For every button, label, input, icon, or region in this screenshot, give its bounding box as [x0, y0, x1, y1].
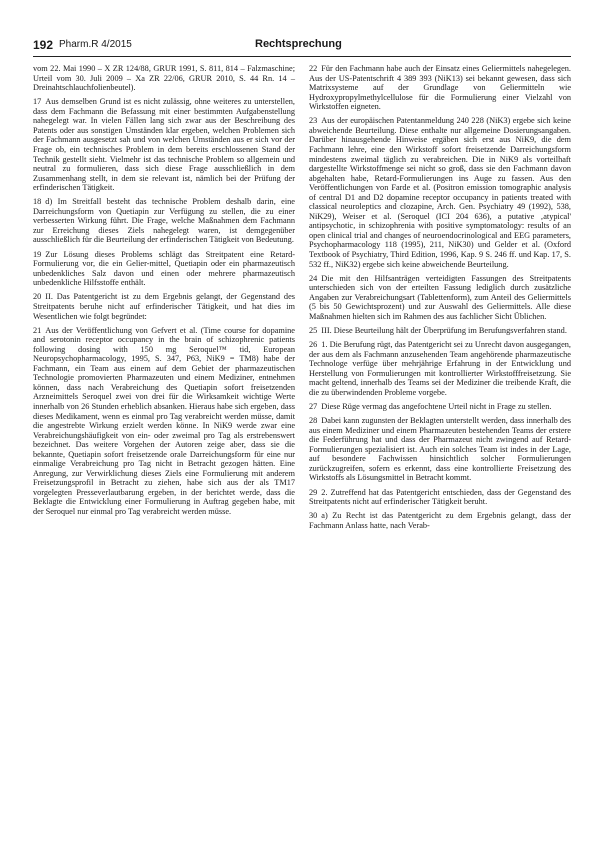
paragraph-number: 23 — [309, 116, 318, 126]
journal-name: Pharm.R 4/2015 — [59, 39, 132, 50]
paragraph — [33, 326, 295, 517]
paragraph — [309, 116, 571, 269]
paragraph-text: Dabei kann zugunsten der Beklagten unterstellt werden, dass innerhalb des aus einem Mediziner und einem Pharmazeuten bestehenden Teams der erstere die Federführung hat und dass der Pharmazeut nicht zwingend auf Retard-Formulierungen spezialisiert ist. Auch ein solches Team ist indes in der Lage, auf besondere Fachwissen hinsichtlich solcher Formulierungen zurückzugreifen, sofern es erkennt, dass eine kontrollierte Freisetzung des Wirkstoffs als Lösungsmittel in Betracht kommt. — [309, 416, 571, 483]
paragraph — [33, 292, 295, 321]
paragraph-text: 2. Zutreffend hat das Patentgericht entschieden, dass der Gegenstand des Streitpatents nicht auf erfinderischer Tätigkeit beruht. — [309, 487, 571, 507]
page-header — [33, 36, 571, 57]
right-column — [309, 64, 571, 535]
paragraph-number: 22 — [309, 64, 318, 73]
paragraph-number: 28 — [309, 416, 318, 426]
paragraph — [33, 250, 295, 288]
paragraph — [309, 402, 571, 412]
section-title: Rechtsprechung — [255, 38, 342, 50]
paragraph-text: a) Zu Recht ist das Patentgericht zu dem Ergebnis gelangt, dass der Fachmann Anlass hatte, nach Verab- — [309, 511, 571, 530]
paragraph-number: 24 — [309, 273, 318, 283]
paragraph-number: 30 — [309, 511, 318, 521]
paragraph-text: III. Diese Beurteilung hält der Überprüfung im Berufungsverfahren stand. — [321, 326, 567, 335]
paragraph-number: 20 — [33, 292, 42, 302]
paragraph-number: 27 — [309, 402, 318, 412]
paragraph — [309, 416, 571, 483]
paragraph-text: Aus der Veröffentlichung von Gefvert et al. (Time course for dopamine and serotonin receptor occupancy in the brain of schizophrenic patients following dosing with 150 mg Seroquel™ tid, European Neuropsychopharmacology, 1995, S. 347, P63, NiK9 = TM8) habe der Fachmann, ein Team aus einem auf dem Gebiet der pharmazeutischen Technologie promovierten Pharmazeuten und einem Mediziner, entnehmen können, dass nach Verabreichung des Quetiapin sofort freisetzenden Arzneimittels Seroquel zwei von drei für die Wirksamkeit wichtige Werte innerhalb von 26 Stunden erheblich absanken. Hieraus habe sich ergeben, dass dieses Medikament, wenn es einmal pro Tag verabreicht werden müsse, damit die angestrebte Wirkung erzielt werden könne. In NiK9 werde zwar eine Verabreichungshäufigkeit von ein- oder zweimal pro Tag als erstrebenswert bezeichnet. Das weitere Vorgehen der Autoren zeige aber, dass sie die bekannte, Quetiapin sofort freisetzende orale Darreichungsform für eine nur einmalige Verabreichung pro Tag nicht in Betracht gezogen hätten. Eine Anregung, zur Verwirklichung dieses Ziels eine Formulierung mit anderem Freisetzungsprofil in Betracht zu ziehen, habe sich aus der als TM17 vorgelegten Presseverlautbarung ergeben, in der berichtet werde, dass die Beklagte die Entwicklung einer Formulierung in Auftrag gegeben habe, mit der Seroquel nur einmal pro Tag verabreicht werden müsse. — [33, 325, 295, 517]
paragraph-number: 25 — [309, 326, 318, 335]
paragraph — [309, 511, 571, 530]
paragraph — [309, 340, 571, 397]
paragraph-text: Diese Rüge vermag das angefochtene Urteil nicht in Frage zu stellen. — [321, 402, 552, 412]
paragraph-text: Aus der europäischen Patentanmeldung 240 228 (NiK3) ergebe sich keine abweichende Beurteilung. Diese enthalte nur allgemeine Dosierungsangaben. Darüber hinausgehende Hinweise ergäben sich erst aus NiK9, die dem Fachmann lehre, eine den Wirkstoff sofort freisetzende Darreichungsform mindestens zweimal täglich zu verabreichen. Die in NiK9 als vorteilhaft dargestellte Wirkstoffmenge sei nicht so groß, dass sie den Fachmann davon abgehalten habe, Retard-Formulierungen ins Auge zu fassen. Aus den Veröffentlichungen von Farde et al. (Positron emission tomographic analysis of central D1 and D2 dopamine receptor occupancy in patients treated with classical neuroleptics and clozapine, Arch. Gen. Psychiatry 49 (1992), 538, NiK29), Weiser et al. (Seroquel (ICI 204 636), a putative ‚atypical' antipsychotic, in schizophrenia with positive symptomatology: results of an open clinical trial and changes of neuroendocrinological and EEG parameters, Psychopharmacology 118 (1995), 211, NiK30) und Gelder et al. (Oxford Textbook of Psychiatry, Third Edition, 1996, Kap. 9 S. 246 ff. und Kap. 17, S. 532 ff., NiK32) ergebe sich keine abweichende Beurteilung. — [309, 116, 571, 269]
paragraph — [33, 197, 295, 245]
paragraph-text: Aus demselben Grund ist es nicht zulässig, ohne weiteres zu unterstellen, dass dem Fachmann die Befassung mit einer bestimmten Aufgabenstellung nahegelegt war. In vielen Fällen lang sich zwar aus der Beschreibung des Patents oder aus sonstigen Umständen klar ergeben, welchen Problemen sich der Fachmann ausgesetzt sah und von welchen Umständen aus er sich vor der Frage ob, ein technisches Problem in dem bereits erschlossenen Stand der Technik gestellt sieht. Vielmehr ist das technische Problem so allgemein und neutral zu formulieren, dass sich diese Frage ausschließlich in dem Zusammenhang stellt, in dem sie relevant ist, nämlich bei der Prüfung der erfinderischen Tätigkeit. — [33, 97, 295, 193]
paragraph-number: 29 — [309, 487, 318, 497]
paragraph-text: Für den Fachmann habe auch der Einsatz eines Geliermittels nahegelegen. Aus der US-Patentschrift 4 389 393 (NiK13) sei bekannt gewesen, dass sich Matrixsysteme auf der Grundlage von Geliermitteln wie Hydroxypropylmethylcellulose für die Formulierung einer Vielzahl von Wirkstoffen eigneten. — [309, 64, 571, 112]
paragraph-text: Die mit den Hilfsanträgen verteidigten Fassungen des Streitpatents unterschieden sich von der erteilten Fassung lediglich durch zusätzliche Angaben zur Verabreichungsart (Tablettenform), zum Anteil des Geliermittels (5 bis 50 Gewichtsprozent) und zur Auswahl des Geliermittels. Alle diese Maßnahmen hielten sich im Rahmen des aus fachlicher Sicht Üblichen. — [309, 273, 571, 321]
paragraph-text: d) Im Streitfall besteht das technische Problem deshalb darin, eine Darreichungsform von Quetiapin zur Verfügung zu stellen, die zu einer verbesserten Wirkung führt. Die Frage, welche Maßnahmen dem Fachmann zur Erreichung dieses Ziels nahegelegt waren, ist demgegenüber ausschließlich für die Beurteilung der erfinderischen Tätigkeit von Bedeutung. — [33, 197, 295, 245]
paragraph — [309, 326, 571, 336]
paragraph-text: 1. Die Berufung rügt, das Patentgericht sei zu Unrecht davon ausgegangen, der aus dem als Fachmann anzusehenden Team angehörende pharmazeutische Technologe verfüge über mehrjährige Erfahrung in der Entwicklung und Herstellung von Formulierungen mit kontrollierter Wirkstofffreisetzung. Sie macht geltend, innerhalb des Teams sei der Mediziner die treibende Kraft, die die zu überwindenden Probleme vorgebe. — [309, 340, 571, 397]
paragraph-number: 18 — [33, 197, 42, 207]
paragraph — [309, 274, 571, 322]
paragraph — [33, 64, 295, 93]
paragraph — [309, 64, 571, 112]
paragraph-number: 17 — [33, 97, 42, 107]
paragraph-number: 19 — [33, 249, 42, 259]
paragraph-number: 21 — [33, 325, 42, 335]
page-number: 192 — [33, 38, 54, 52]
paragraph-number: 26 — [309, 340, 318, 350]
paragraph-text: vom 22. Mai 1990 – X ZR 124/88, GRUR 1991, S. 811, 814 – Falzmaschine; Urteil vom 30. Juli 2009 – Xa ZR 22/06, GRUR 2010, S. 44 Rn. 14 – Dreinahtschlauchfolienbeutel). — [33, 64, 295, 93]
paragraph-text: Zur Lösung dieses Problems schlägt das Streitpatent eine Retard-Formulierung vor, die ein Gelier-mittel, Quetiapin oder ein pharmazeutisch unbedenkliches Salz davon und einen oder mehrere pharmazeutisch unbedenkliche Hilfsstoffe enthält. — [33, 249, 295, 288]
paragraph — [33, 97, 295, 192]
paragraph — [309, 488, 571, 507]
paragraph-text: II. Das Patentgericht ist zu dem Ergebnis gelangt, der Gegenstand des Streitpatents beruhe nicht auf erfinderischer Tätigkeit, und hat dies im Wesentlichen wie folgt begründet: — [33, 292, 295, 321]
left-column — [33, 64, 295, 521]
